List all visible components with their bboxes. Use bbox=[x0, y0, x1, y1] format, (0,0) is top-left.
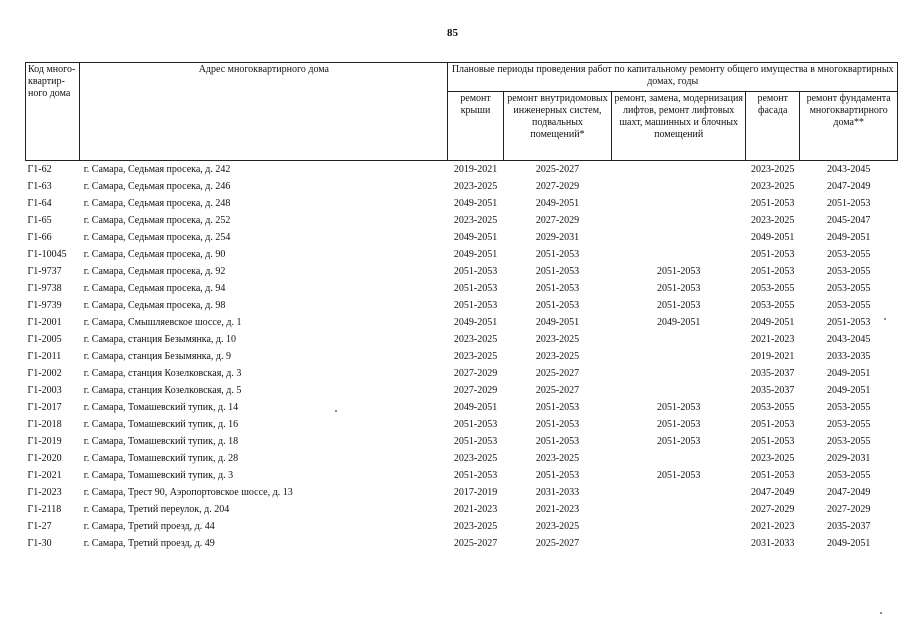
cell-engineering: 2023-2025 bbox=[535, 350, 580, 362]
table-row bbox=[26, 246, 898, 263]
cell-roof: 2051-2053 bbox=[453, 469, 498, 481]
cell-address: г. Самара, Третий переулок, д. 204 bbox=[83, 503, 230, 515]
cell-elevators bbox=[612, 450, 746, 467]
cell-roof: 2023-2025 bbox=[453, 180, 498, 192]
cell-address: г. Самара, станция Безымянка, д. 9 bbox=[83, 350, 232, 362]
cell-elevators bbox=[612, 501, 746, 518]
table-row bbox=[26, 280, 898, 297]
cell-engineering: 2023-2025 bbox=[535, 520, 580, 532]
cell-roof: 2023-2025 bbox=[453, 333, 498, 345]
cell-roof: 2051-2053 bbox=[453, 265, 498, 277]
cell-elevators bbox=[612, 484, 746, 501]
cell-address: г. Самара, Третий проезд, д. 49 bbox=[83, 537, 215, 549]
cell-facade: 2049-2051 bbox=[751, 316, 795, 328]
cell-facade: 2021-2023 bbox=[751, 520, 795, 532]
cell-engineering: 2023-2025 bbox=[535, 333, 580, 345]
cell-facade: 2051-2053 bbox=[751, 435, 795, 447]
scan-speck bbox=[884, 318, 886, 320]
cell-roof: 2051-2053 bbox=[453, 418, 498, 430]
table-header bbox=[26, 63, 898, 161]
table-row bbox=[26, 195, 898, 212]
table-row bbox=[26, 416, 898, 433]
cell-foundation: 2053-2055 bbox=[827, 435, 871, 447]
scan-speck bbox=[880, 612, 882, 614]
cell-code: Г1-2020 bbox=[27, 452, 62, 464]
table-row bbox=[26, 263, 898, 280]
cell-facade: 2051-2053 bbox=[751, 469, 795, 481]
cell-roof: 2027-2029 bbox=[453, 367, 498, 379]
cell-engineering: 2051-2053 bbox=[535, 282, 580, 294]
cell-roof: 2025-2027 bbox=[453, 537, 498, 549]
cell-address: г. Самара, Трест 90, Аэропортовское шоссе, д. 13 bbox=[83, 486, 293, 498]
cell-facade: 2049-2051 bbox=[751, 231, 795, 243]
table-row bbox=[26, 450, 898, 467]
cell-foundation: 2053-2055 bbox=[827, 282, 871, 294]
cell-address: г. Самара, Томашевский тупик, д. 28 bbox=[83, 452, 239, 464]
cell-foundation: 2053-2055 bbox=[827, 469, 871, 481]
cell-code: Г1-2005 bbox=[27, 333, 62, 345]
cell-foundation: 2053-2055 bbox=[827, 418, 871, 430]
scan-speck bbox=[335, 410, 337, 412]
cell-address: г. Самара, Томашевский тупик, д. 16 bbox=[83, 418, 239, 430]
cell-engineering: 2027-2029 bbox=[535, 180, 580, 192]
cell-elevators bbox=[612, 518, 746, 535]
cell-address: г. Самара, Третий проезд, д. 44 bbox=[83, 520, 215, 532]
table-row bbox=[26, 331, 898, 348]
cell-facade: 2053-2055 bbox=[751, 401, 795, 413]
cell-code: Г1-63 bbox=[27, 180, 52, 192]
cell-code: Г1-9737 bbox=[27, 265, 62, 277]
cell-engineering: 2025-2027 bbox=[535, 537, 580, 549]
header-periods-group: Плановые периоды проведения работ по капитальному ремонту общего имущества в многоквартирных домах, годы bbox=[448, 63, 898, 92]
cell-address: г. Самара, Седьмая просека, д. 248 bbox=[83, 197, 231, 209]
cell-roof: 2023-2025 bbox=[453, 520, 498, 532]
cell-facade: 2031-2033 bbox=[751, 537, 795, 549]
cell-engineering: 2051-2053 bbox=[535, 401, 580, 413]
table-row bbox=[26, 501, 898, 518]
cell-address: г. Самара, Томашевский тупик, д. 3 bbox=[83, 469, 234, 481]
table-row bbox=[26, 535, 898, 552]
cell-roof: 2021-2023 bbox=[453, 503, 498, 515]
cell-engineering: 2051-2053 bbox=[535, 469, 580, 481]
cell-address: г. Самара, Седьмая просека, д. 252 bbox=[83, 214, 231, 226]
cell-engineering: 2025-2027 bbox=[535, 163, 580, 175]
repair-schedule-table bbox=[25, 62, 898, 552]
cell-roof: 2017-2019 bbox=[453, 486, 498, 498]
cell-roof: 2049-2051 bbox=[453, 197, 498, 209]
cell-code: Г1-66 bbox=[27, 231, 52, 243]
cell-roof: 2023-2025 bbox=[453, 452, 498, 464]
cell-address: г. Самара, Седьмая просека, д. 90 bbox=[83, 248, 226, 260]
cell-facade: 2053-2055 bbox=[751, 282, 795, 294]
cell-foundation: 2049-2051 bbox=[827, 384, 871, 396]
page-number: 85 bbox=[447, 27, 458, 39]
cell-engineering: 2049-2051 bbox=[535, 197, 580, 209]
cell-roof: 2051-2053 bbox=[453, 282, 498, 294]
cell-engineering: 2031-2033 bbox=[535, 486, 580, 498]
cell-facade: 2021-2023 bbox=[751, 333, 795, 345]
cell-facade: 2051-2053 bbox=[751, 418, 795, 430]
cell-address: г. Самара, Седьмая просека, д. 92 bbox=[83, 265, 226, 277]
cell-elevators bbox=[612, 229, 746, 246]
cell-address: г. Самара, Томашевский тупик, д. 14 bbox=[83, 401, 239, 413]
cell-facade: 2023-2025 bbox=[751, 214, 795, 226]
table-row bbox=[26, 161, 898, 179]
cell-elevators bbox=[612, 212, 746, 229]
cell-foundation: 2043-2045 bbox=[827, 333, 871, 345]
cell-roof: 2019-2021 bbox=[453, 163, 498, 175]
cell-code: Г1-2002 bbox=[27, 367, 62, 379]
cell-foundation: 2051-2053 bbox=[827, 316, 871, 328]
cell-roof: 2049-2051 bbox=[453, 248, 498, 260]
cell-elevators: 2051-2053 bbox=[657, 265, 701, 277]
cell-roof: 2049-2051 bbox=[453, 316, 498, 328]
cell-code: Г1-64 bbox=[27, 197, 52, 209]
cell-foundation: 2045-2047 bbox=[827, 214, 871, 226]
header-facade: ремонт фасада bbox=[746, 92, 800, 161]
cell-elevators: 2051-2053 bbox=[657, 401, 701, 413]
cell-facade: 2051-2053 bbox=[751, 265, 795, 277]
header-roof: ремонт крыши bbox=[448, 92, 503, 161]
cell-code: Г1-2003 bbox=[27, 384, 62, 396]
cell-address: г. Самара, Седьмая просека, д. 94 bbox=[83, 282, 226, 294]
cell-code: Г1-27 bbox=[27, 520, 52, 532]
table-row bbox=[26, 212, 898, 229]
cell-engineering: 2051-2053 bbox=[535, 248, 580, 260]
cell-address: г. Самара, Смышляевское шоссе, д. 1 bbox=[83, 316, 242, 328]
cell-address: г. Самара, станция Козелковская, д. 3 bbox=[83, 367, 242, 379]
cell-code: Г1-2017 bbox=[27, 401, 62, 413]
cell-engineering: 2023-2025 bbox=[535, 452, 580, 464]
cell-facade: 2023-2025 bbox=[751, 180, 795, 192]
table-row bbox=[26, 178, 898, 195]
cell-facade: 2047-2049 bbox=[751, 486, 795, 498]
cell-code: Г1-2018 bbox=[27, 418, 62, 430]
cell-address: г. Самара, станция Козелковская, д. 5 bbox=[83, 384, 242, 396]
cell-facade: 2051-2053 bbox=[751, 197, 795, 209]
table-row bbox=[26, 365, 898, 382]
cell-engineering: 2051-2053 bbox=[535, 265, 580, 277]
cell-engineering: 2025-2027 bbox=[535, 367, 580, 379]
cell-address: г. Самара, Седьмая просека, д. 246 bbox=[83, 180, 231, 192]
cell-code: Г1-2011 bbox=[27, 350, 62, 362]
table-row bbox=[26, 484, 898, 501]
cell-code: Г1-9738 bbox=[27, 282, 62, 294]
cell-foundation: 2029-2031 bbox=[827, 452, 871, 464]
cell-address: г. Самара, Седьмая просека, д. 98 bbox=[83, 299, 226, 311]
cell-code: Г1-65 bbox=[27, 214, 52, 226]
cell-foundation: 2053-2055 bbox=[827, 401, 871, 413]
cell-elevators bbox=[612, 348, 746, 365]
cell-elevators: 2049-2051 bbox=[657, 316, 701, 328]
cell-foundation: 2049-2051 bbox=[827, 537, 871, 549]
cell-elevators bbox=[612, 535, 746, 552]
cell-foundation: 2027-2029 bbox=[827, 503, 871, 515]
cell-foundation: 2035-2037 bbox=[827, 520, 871, 532]
cell-address: г. Самара, Томашевский тупик, д. 18 bbox=[83, 435, 239, 447]
table-row bbox=[26, 399, 898, 416]
cell-facade: 2053-2055 bbox=[751, 299, 795, 311]
cell-facade: 2023-2025 bbox=[751, 163, 795, 175]
cell-elevators bbox=[612, 161, 746, 179]
cell-foundation: 2049-2051 bbox=[827, 231, 871, 243]
cell-roof: 2051-2053 bbox=[453, 435, 498, 447]
cell-facade: 2051-2053 bbox=[751, 248, 795, 260]
cell-foundation: 2047-2049 bbox=[827, 486, 871, 498]
cell-elevators: 2051-2053 bbox=[657, 282, 701, 294]
cell-engineering: 2051-2053 bbox=[535, 299, 580, 311]
cell-facade: 2019-2021 bbox=[751, 350, 795, 362]
cell-facade: 2027-2029 bbox=[751, 503, 795, 515]
cell-foundation: 2053-2055 bbox=[827, 248, 871, 260]
header-address: Адрес многоквартирного дома bbox=[80, 63, 448, 161]
cell-roof: 2049-2051 bbox=[453, 231, 498, 243]
header-elevators: ремонт, замена, модернизация лифтов, ремонт лифтовых шахт, машинных и блочных помещений bbox=[612, 92, 746, 161]
cell-engineering: 2051-2053 bbox=[535, 418, 580, 430]
cell-code: Г1-2118 bbox=[27, 503, 62, 515]
cell-facade: 2035-2037 bbox=[751, 384, 795, 396]
cell-elevators: 2051-2053 bbox=[657, 469, 701, 481]
cell-roof: 2049-2051 bbox=[453, 401, 498, 413]
table-row bbox=[26, 314, 898, 331]
cell-foundation: 2047-2049 bbox=[827, 180, 871, 192]
cell-foundation: 2051-2053 bbox=[827, 197, 871, 209]
cell-elevators bbox=[612, 365, 746, 382]
cell-address: г. Самара, Седьмая просека, д. 254 bbox=[83, 231, 231, 243]
cell-address: г. Самара, станция Безымянка, д. 10 bbox=[83, 333, 237, 345]
cell-elevators bbox=[612, 195, 746, 212]
cell-engineering: 2051-2053 bbox=[535, 435, 580, 447]
table-row bbox=[26, 229, 898, 246]
table-row bbox=[26, 467, 898, 484]
cell-code: Г1-2001 bbox=[27, 316, 62, 328]
cell-roof: 2027-2029 bbox=[453, 384, 498, 396]
cell-elevators bbox=[612, 178, 746, 195]
cell-elevators: 2051-2053 bbox=[657, 435, 701, 447]
table-row bbox=[26, 297, 898, 314]
cell-engineering: 2025-2027 bbox=[535, 384, 580, 396]
cell-foundation: 2043-2045 bbox=[827, 163, 871, 175]
cell-engineering: 2049-2051 bbox=[535, 316, 580, 328]
cell-roof: 2023-2025 bbox=[453, 214, 498, 226]
cell-roof: 2023-2025 bbox=[453, 350, 498, 362]
cell-elevators: 2051-2053 bbox=[657, 418, 701, 430]
cell-code: Г1-30 bbox=[27, 537, 52, 549]
cell-elevators bbox=[612, 246, 746, 263]
cell-code: Г1-2019 bbox=[27, 435, 62, 447]
cell-foundation: 2033-2035 bbox=[827, 350, 871, 362]
cell-engineering: 2029-2031 bbox=[535, 231, 580, 243]
cell-code: Г1-2023 bbox=[27, 486, 62, 498]
cell-foundation: 2053-2055 bbox=[827, 265, 871, 277]
cell-engineering: 2027-2029 bbox=[535, 214, 580, 226]
table-row bbox=[26, 433, 898, 450]
cell-facade: 2035-2037 bbox=[751, 367, 795, 379]
cell-code: Г1-62 bbox=[27, 163, 52, 175]
cell-foundation: 2049-2051 bbox=[827, 367, 871, 379]
header-engineering: ремонт внутридомовых инженерных систем, подвальных помещений* bbox=[503, 92, 612, 161]
cell-foundation: 2053-2055 bbox=[827, 299, 871, 311]
cell-address: г. Самара, Седьмая просека, д. 242 bbox=[83, 163, 231, 175]
cell-code: Г1-2021 bbox=[27, 469, 62, 481]
table-row bbox=[26, 382, 898, 399]
header-code: Код много-квартир-ного дома bbox=[26, 63, 80, 161]
cell-code: Г1-9739 bbox=[27, 299, 62, 311]
cell-elevators: 2051-2053 bbox=[657, 299, 701, 311]
cell-engineering: 2021-2023 bbox=[535, 503, 580, 515]
cell-facade: 2023-2025 bbox=[751, 452, 795, 464]
cell-elevators bbox=[612, 382, 746, 399]
cell-elevators bbox=[612, 331, 746, 348]
cell-code: Г1-10045 bbox=[27, 248, 67, 260]
table-row bbox=[26, 348, 898, 365]
table-row bbox=[26, 518, 898, 535]
cell-roof: 2051-2053 bbox=[453, 299, 498, 311]
header-foundation: ремонт фундамента многоквартирного дома** bbox=[800, 92, 898, 161]
table-body bbox=[26, 161, 898, 553]
